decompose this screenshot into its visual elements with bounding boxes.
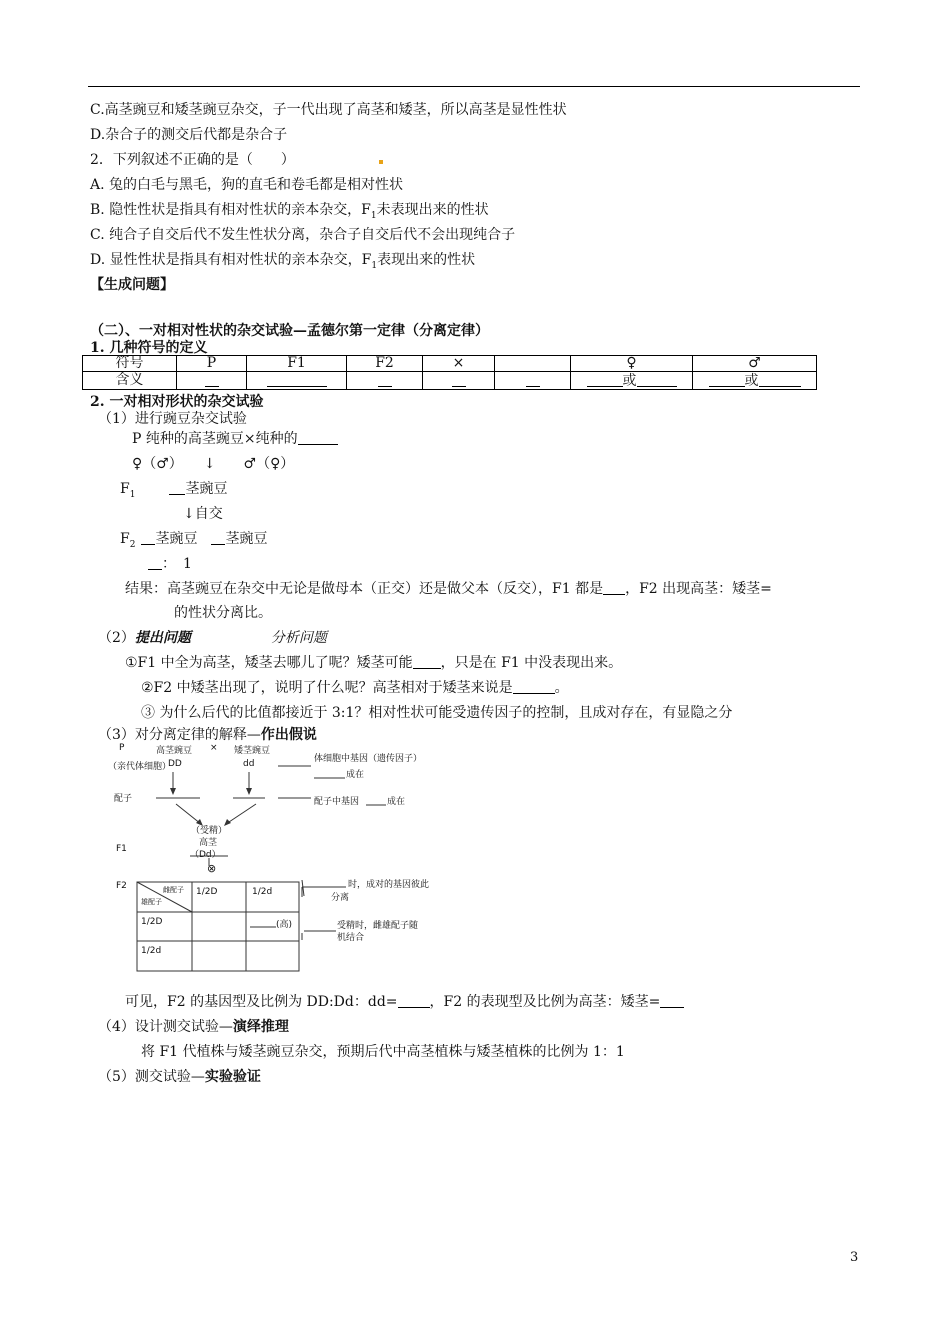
cell-female: ♀	[571, 356, 693, 372]
testcross-prediction: 将 F1 代植株与矮茎豌豆杂交，预期后代中高茎植株与矮茎植株的比例为 1：1	[141, 1044, 625, 1060]
diagram-row-1: 1/2D	[141, 917, 163, 927]
diagram-tall-offspring: 高茎	[199, 838, 218, 848]
result-line-2: 的性状分离比。	[174, 605, 272, 621]
diagram-male-gamete: 雄配子	[141, 898, 162, 906]
symbols-heading: 1. 几种符号的定义	[90, 340, 208, 356]
header-rule	[88, 86, 860, 87]
step-1: （1）进行豌豆杂交试验	[98, 411, 247, 427]
question-2: 2．下列叙述不正确的是（ ）	[90, 152, 295, 168]
generate-questions-heading: 【生成问题】	[90, 277, 174, 293]
diagram-dd-short: dd	[243, 759, 255, 769]
blank-p	[177, 372, 247, 390]
q2-option-d: D. 显性性状是指具有相对性状的亲本杂交，$F_1$表现出来的性状	[90, 252, 476, 271]
diagram-header-1: 1/2D	[196, 887, 218, 897]
symbol-row	[83, 356, 817, 372]
step-3: （3）对分离定律的解释—作出假说	[98, 727, 317, 743]
diagram-dd-het: （Dd）	[190, 850, 221, 860]
diagram-tall-cell: (高)	[276, 920, 293, 930]
cell-meaning-label: 含义	[83, 372, 177, 390]
diagram-note-4b: 机结合	[337, 933, 365, 943]
diagram-note-3a: 时，成对的基因彼此	[348, 880, 430, 890]
option-c: C.高茎豌豆和矮茎豌豆杂交，子一代出现了高茎和矮茎，所以高茎是显性性状	[90, 102, 567, 118]
cell-f2: F2	[347, 356, 423, 372]
blank-f1	[247, 372, 347, 390]
conclusion-line: 可见，F2 的基因型及比例为 DD:Dd：dd= ，F2 的表现型及比例为高茎：矮茎=	[125, 993, 684, 1011]
step-5: （5）测交试验—实验验证	[98, 1069, 261, 1085]
option-d: D.杂合子的测交后代都是杂合子	[90, 127, 288, 143]
page-number: 3	[850, 1250, 859, 1265]
diagram-dd-tall: DD	[168, 759, 182, 769]
diagram-female-gamete: 雌配子	[163, 886, 184, 894]
diagram-note-1b: 成在	[346, 770, 365, 780]
cell-cross: ×	[423, 356, 495, 372]
step-4: （4）设计测交试验—演绎推理	[98, 1019, 289, 1035]
diagram-note-4a: 受精时，雌雄配子随	[337, 921, 419, 931]
selfing-icon: ⊗	[207, 862, 217, 875]
diagram-short-parent: 矮茎豌豆	[234, 746, 271, 756]
blank-male: 或	[693, 372, 817, 390]
step-2: （2）提出问题 分析问题	[98, 630, 327, 646]
analysis-1: ①F1 中全为高茎，矮茎去哪儿了呢？矮茎可能 ，只是在 F1 中没表现出来。	[125, 655, 623, 671]
cell-p: P	[177, 356, 247, 372]
cross-heading: 2. 一对相对形状的杂交试验	[90, 394, 264, 410]
analysis-2: ②F2 中矮茎出现了，说明了什么呢？高茎相对于矮茎来说是 。	[141, 680, 569, 696]
p-cross-line: P 纯种的高茎豌豆×纯种的	[132, 430, 338, 448]
diagram-fertilization: （受精）	[191, 826, 228, 836]
diagram-p: P	[119, 743, 125, 753]
blank-female: 或	[571, 372, 693, 390]
diagram-f2: F2	[116, 881, 127, 891]
blank-cross	[423, 372, 495, 390]
q2-option-c: C. 纯合子自交后代不发生性状分离，杂合子自交后代不会出现纯合子	[90, 227, 516, 243]
f1-line: $F_1$ 茎豌豆	[120, 481, 228, 500]
meaning-row	[83, 372, 817, 390]
diagram-gamete-label: 配子	[114, 794, 133, 804]
selfing-line: ↓自交	[183, 506, 223, 522]
diagram-note-2a: 配子中基因	[314, 797, 360, 807]
q2-option-b: B. 隐性性状是指具有相对性状的亲本杂交，$F_1$未表现出来的性状	[90, 202, 489, 221]
diagram-note-2b: 成在	[387, 797, 406, 807]
cell-empty	[495, 356, 571, 372]
section-heading: （二）、一对相对性状的杂交试验—孟德尔第一定律（分离定律）	[90, 323, 489, 339]
diagram-note-3b: 分离	[331, 893, 350, 903]
f2-line: $F_2$ 茎豌豆 茎豌豆	[120, 531, 268, 550]
cell-f1: F1	[247, 356, 347, 372]
diagram-tall-parent: 高茎豌豆	[156, 746, 193, 756]
q2-option-a: A. 兔的白毛与黑毛，狗的直毛和卷毛都是相对性状	[90, 177, 404, 193]
sex-notation: ♀（♂） ↓ ♂（♀）	[132, 456, 295, 472]
ratio-line: ： 1	[148, 555, 192, 573]
diagram-row-2: 1/2d	[141, 946, 162, 956]
stray-mark	[379, 160, 383, 164]
analysis-3: ③ 为什么后代的比值都接近于 3:1？相对性状可能受遗传因子的控制，且成对存在，有显隐之分	[141, 705, 733, 721]
cell-male: ♂	[693, 356, 817, 372]
diagram-note-1a: 体细胞中基因（遗传因子）	[314, 754, 423, 764]
blank-selfing	[495, 372, 571, 390]
cell-symbol-label: 符号	[83, 356, 177, 372]
symbol-table	[82, 355, 817, 390]
blank-f2	[347, 372, 423, 390]
diagram-f1: F1	[116, 844, 127, 854]
diagram-parent-cell: （亲代体细胞）	[108, 762, 172, 772]
result-line-1: 结果：高茎豌豆在杂交中无论是做母本（正交）还是做父本（反交），F1 都是 ，F2 出现高茎：矮茎=	[125, 581, 772, 597]
diagram-cross: ×	[210, 743, 218, 753]
diagram-header-2: 1/2d	[252, 887, 273, 897]
